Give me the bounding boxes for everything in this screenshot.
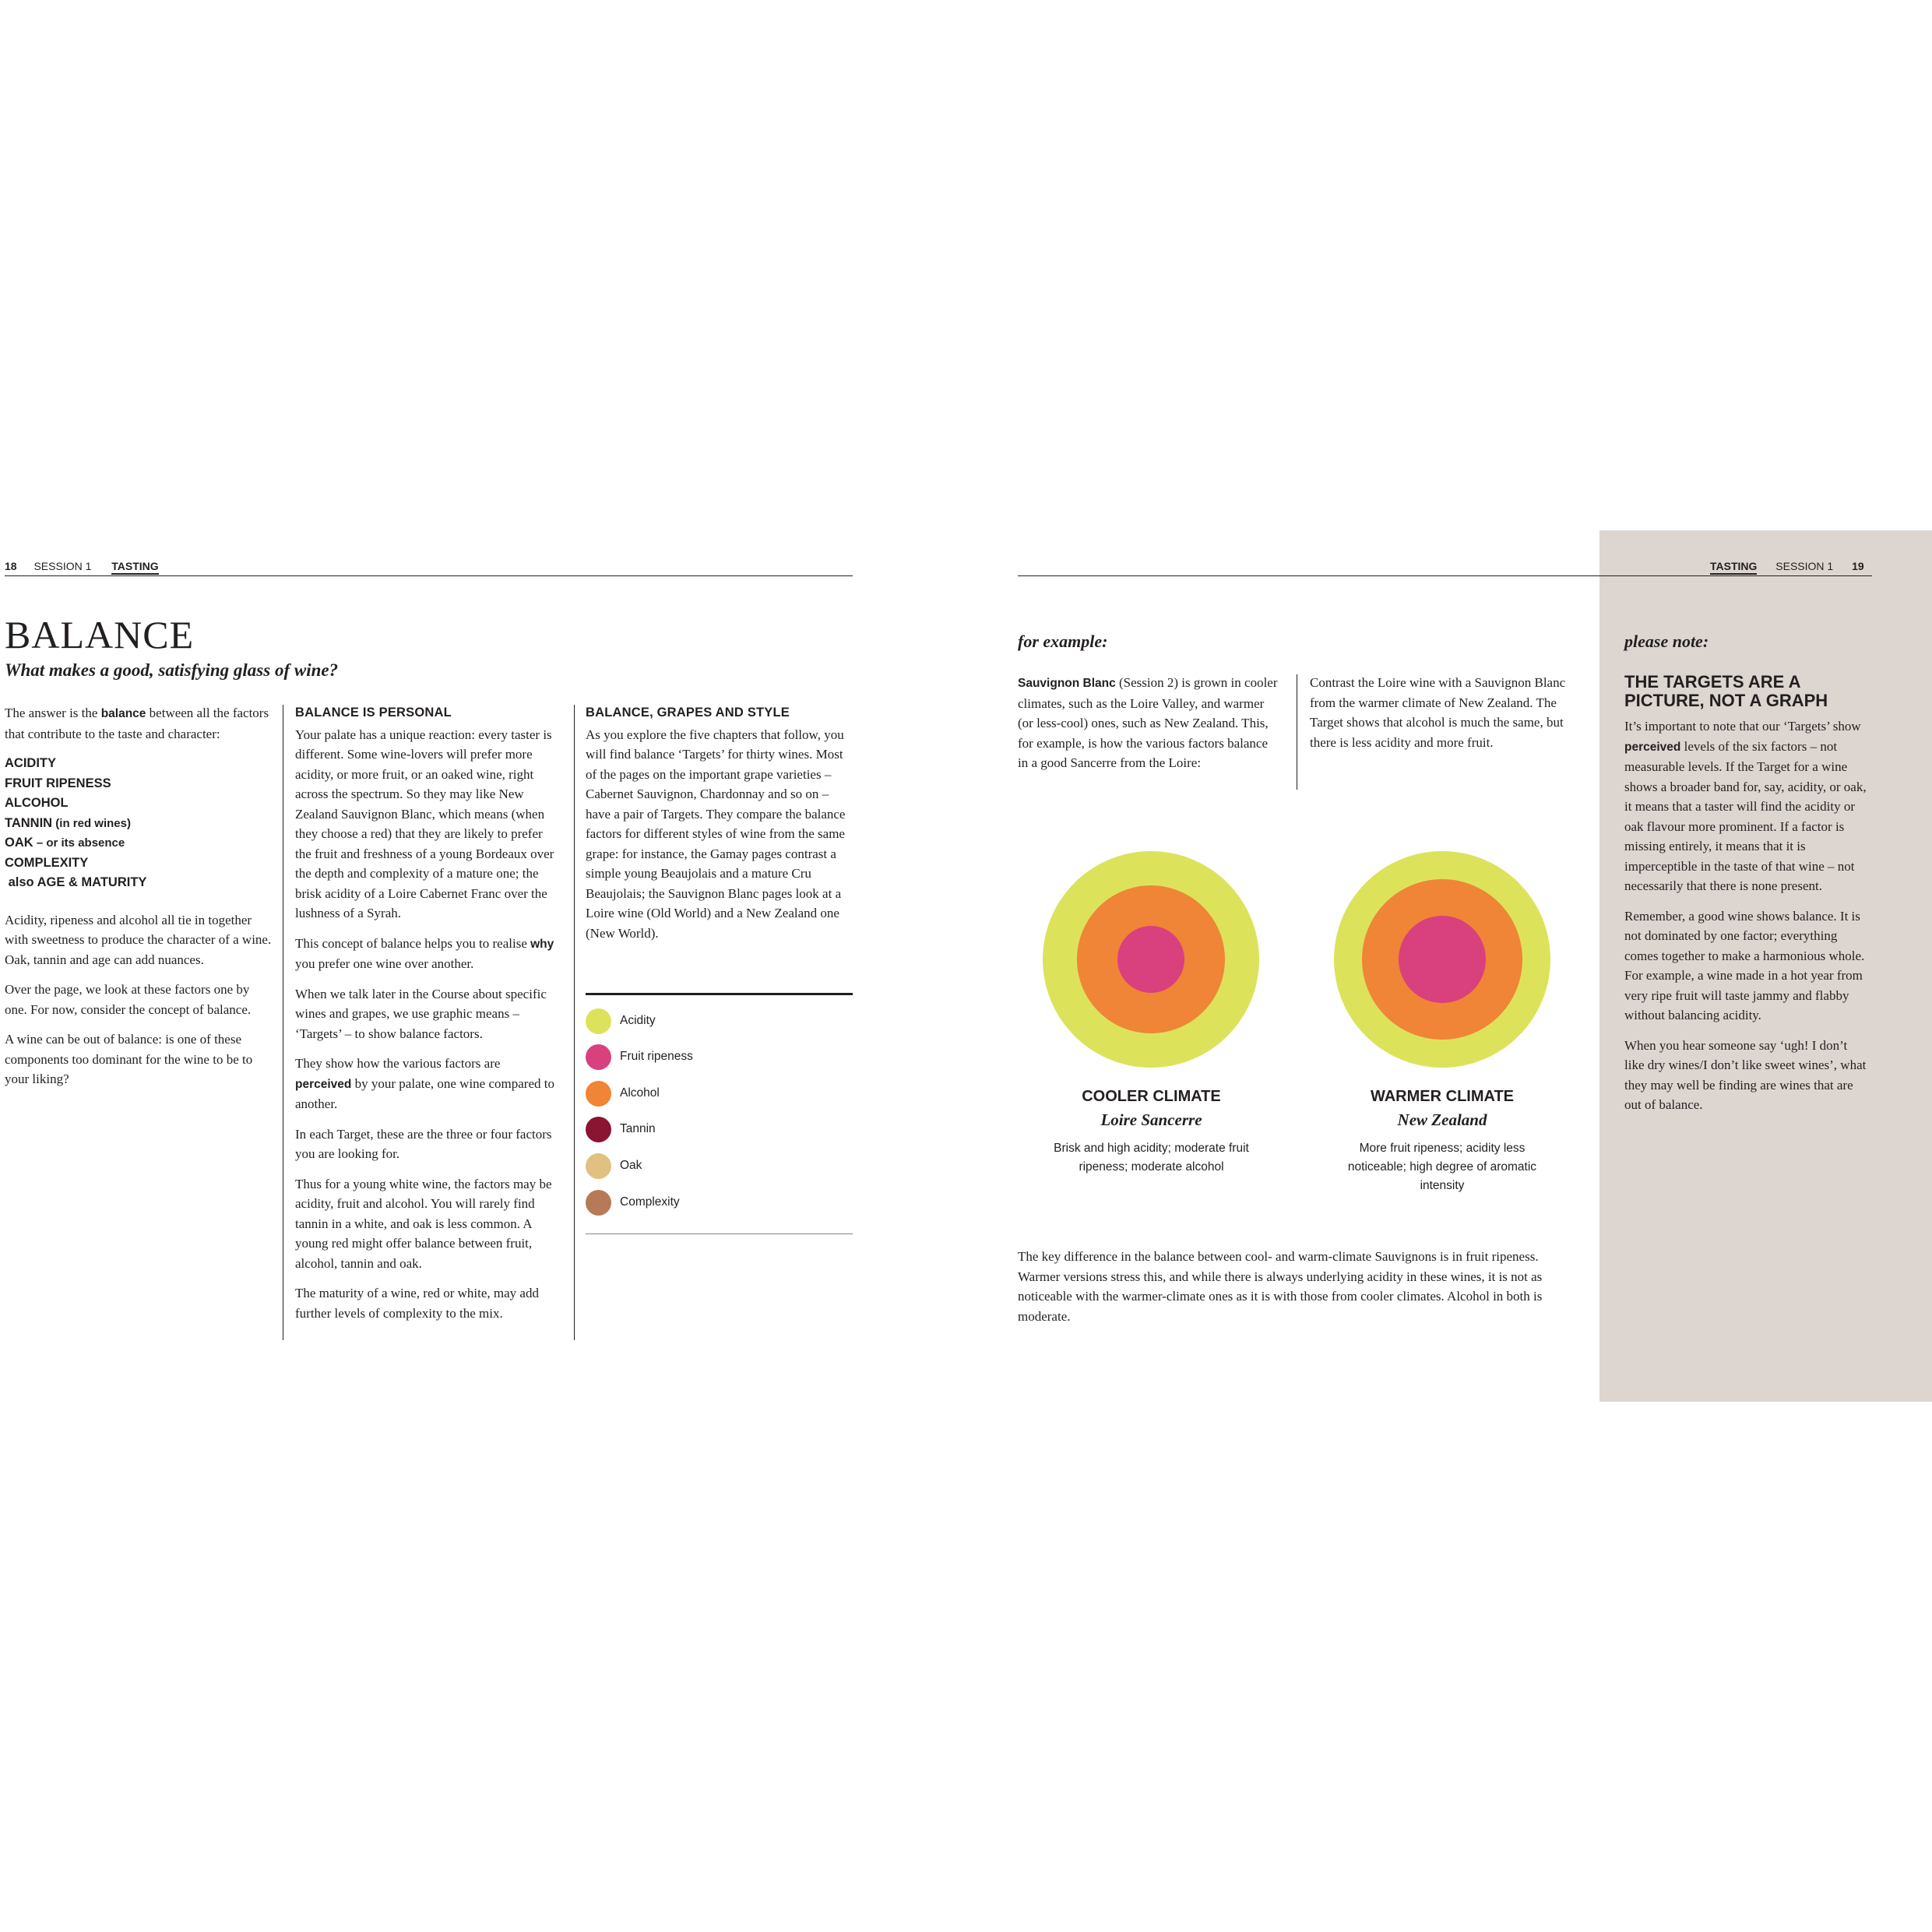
target-cooler	[1043, 851, 1259, 1068]
legend-item: Alcohol	[586, 1080, 660, 1107]
legend-bottom-rule	[586, 1233, 853, 1234]
column-divider	[574, 705, 575, 1340]
factor-item: OAK – or its absence	[5, 836, 125, 850]
legend-item: Oak	[586, 1153, 642, 1179]
note-label: please note:	[1624, 632, 1709, 651]
target-title: COOLER CLIMATE	[1082, 1088, 1221, 1105]
cooler-caption	[1044, 1088, 1258, 1177]
example-heading: for example:	[1018, 632, 1108, 651]
target-charts	[1012, 841, 1589, 1075]
section-heading: BALANCE IS PERSONAL	[295, 706, 452, 720]
factor-list	[5, 754, 273, 893]
target-subtitle: Loire Sancerre	[1100, 1110, 1202, 1129]
body-paragraph: They show how the various factors are perceived by your palate, one wine compared to another.	[295, 1056, 554, 1111]
note-content	[1624, 632, 1870, 1125]
body-paragraph: A wine can be out of balance: is one of these components too dominant for the wine to be to your liking?	[5, 1032, 253, 1086]
conclusion-paragraph: The key difference in the balance between cool- and warm-climate Sauvignons is in fruit ripeness. Warmer versions stress this, and while there is always underlying acidity in these wines, it is not as noticeable with the warmer-climate ones as it is with those from cooler climates. Alcohol in both is moderate.	[1018, 1249, 1543, 1324]
balance-keyword: balance	[100, 707, 146, 720]
right-section-label: TASTING	[1710, 560, 1757, 575]
page-title: BALANCE	[5, 613, 195, 656]
page-subtitle: What makes a good, satisfying glass of wine?	[5, 660, 339, 680]
right-session-label: SESSION 1	[1775, 560, 1834, 572]
example-column-2: Contrast the Loire wine with a Sauvignon Blanc from the warmer climate of New Zealand. The Target shows that alcohol is much the same, but there is less acidity and more fruit.	[1310, 675, 1566, 750]
target-description: Brisk and high acidity; moderate fruit ripeness; moderate alcohol	[1054, 1142, 1249, 1174]
targets-legend	[586, 1008, 853, 1218]
legend-item: Complexity	[586, 1189, 680, 1216]
example-column-1: Sauvignon Blanc (Session 2) is grown in cooler climates, such as the Loire Valley, and warmer (or less-cool) ones, such as New Zealand. This, for example, is how the various factors balance in a good Sancerre from the Loire:	[1018, 675, 1278, 770]
column-3	[586, 703, 853, 953]
column-1	[5, 703, 273, 1100]
body-paragraph: Over the page, we look at these factors one by one. For now, consider the concept of balance.	[5, 982, 252, 1017]
body-paragraph: When we talk later in the Course about specific wines and grapes, we use graphic means – ‘Targets’ – to show balance factors.	[295, 986, 547, 1041]
note-paragraph: It’s important to note that our ‘Targets’ show perceived levels of the six factors – not measurable levels. If the Target for a wine shows a broader band for, say, acidity, or oak, it means that a taster will find the acidity or oak flavour more prominent. If a factor is missing entirely, it means that it is imperceptible in the taste of that wine – not necessarily that there is none present.	[1624, 719, 1867, 893]
body-paragraph: The maturity of a wine, red or white, may add further levels of complexity to the mix.	[295, 1286, 539, 1321]
target-title: WARMER CLIMATE	[1370, 1088, 1515, 1105]
warmer-caption	[1329, 1088, 1555, 1195]
right-running-header	[1710, 560, 1864, 572]
fruit-ripeness-swatch	[586, 1044, 611, 1070]
factor-item: also AGE & MATURITY	[5, 875, 147, 889]
target-subtitle: New Zealand	[1397, 1110, 1487, 1129]
complexity-swatch	[586, 1190, 611, 1216]
note-paragraph: Remember, a good wine shows balance. It is not dominated by one factor; everything comes together to make a harmonious whole. For example, a wine made in a hot year from very ripe fruit will taste jammy and flabby without balancing acidity.	[1624, 908, 1865, 1022]
left-header-rule	[5, 575, 853, 576]
factor-item: FRUIT RIPENESS	[5, 776, 111, 790]
factor-item: TANNIN (in red wines)	[5, 815, 131, 830]
legend-top-rule	[586, 993, 853, 995]
body-paragraph: Thus for a young white wine, the factors may be acidity, fruit and alcohol. You will rarely find tannin in a white, and oak is less common. A young red might offer balance between fruit, alcohol, tannin and oak.	[295, 1176, 552, 1271]
body-paragraph: In each Target, these are the three or four factors you are looking for.	[295, 1126, 552, 1161]
left-section-label: TASTING	[111, 560, 158, 575]
body-paragraph: Acidity, ripeness and alcohol all tie in together with sweetness to produce the character of a wine. Oak, tannin and age can add nuances.	[5, 912, 272, 967]
body-paragraph: As you explore the five chapters that follow, you will find balance ‘Targets’ for thirty wines. Most of the pages on the important grape varieties – Cabernet Sauvignon, Chardonnay and so on – have a pair of Targets. They compare the balance factors for different styles of wine from the same grape: for instance, the Gamay pages contrast a simple young Beaujolais and a mature Cru Beaujolais; the Sauvignon Blanc pages look at a Loire wine (Old World) and a New Zealand one (New World).	[586, 727, 846, 941]
right-header-rule	[1018, 575, 1872, 576]
body-paragraph: Your palate has a unique reaction: every taster is different. Some wine-lovers will prefer more acidity, or more fruit, or an oaked wine, right across the spectrum. So they may like New Zealand Sauvignon Blanc, which means (when they choose a red) that they are likely to prefer the fruit and freshness of a young Bordeaux over the depth and complexity of a mature one; the brisk acidity of a Loire Cabernet Franc over the lushness of a Syrah.	[295, 727, 554, 920]
factor-item: ACIDITY	[5, 756, 56, 770]
warmer-fruit-ripeness-ring	[1399, 916, 1486, 1003]
intro-paragraph: The answer is the balance between all the factors that contribute to the taste and character:	[5, 706, 269, 741]
section-heading: BALANCE, GRAPES AND STYLE	[586, 706, 790, 720]
left-session-label: SESSION 1	[33, 560, 92, 572]
alcohol-swatch	[586, 1081, 611, 1107]
factor-item: COMPLEXITY	[5, 855, 89, 870]
legend-item: Fruit ripeness	[586, 1043, 693, 1070]
body-paragraph: This concept of balance helps you to realise why you prefer one wine over another.	[295, 935, 554, 971]
left-page-number: 18	[5, 560, 17, 572]
target-description: More fruit ripeness; acidity less noticeable; high degree of aromatic intensity	[1347, 1142, 1537, 1192]
factor-item: ALCOHOL	[5, 796, 69, 810]
grape-name: Sauvignon Blanc	[1018, 677, 1116, 690]
note-heading: THE TARGETS ARE A PICTURE, NOT A GRAPH	[1624, 672, 1828, 710]
legend-item: Acidity	[586, 1008, 656, 1034]
legend-item: Tannin	[586, 1116, 656, 1142]
right-page-number: 19	[1852, 560, 1864, 572]
target-warmer	[1334, 851, 1550, 1068]
left-running-header	[5, 560, 159, 572]
oak-swatch	[586, 1153, 611, 1179]
tannin-swatch	[586, 1117, 611, 1142]
note-paragraph: When you hear someone say ‘ugh! I don’t like dry wines/I don’t like sweet wines’, what they may well be finding are wines that are out of balance.	[1624, 1037, 1867, 1112]
cooler-fruit-ripeness-ring	[1117, 926, 1184, 993]
column-2	[295, 703, 556, 1333]
acidity-swatch	[586, 1008, 611, 1034]
